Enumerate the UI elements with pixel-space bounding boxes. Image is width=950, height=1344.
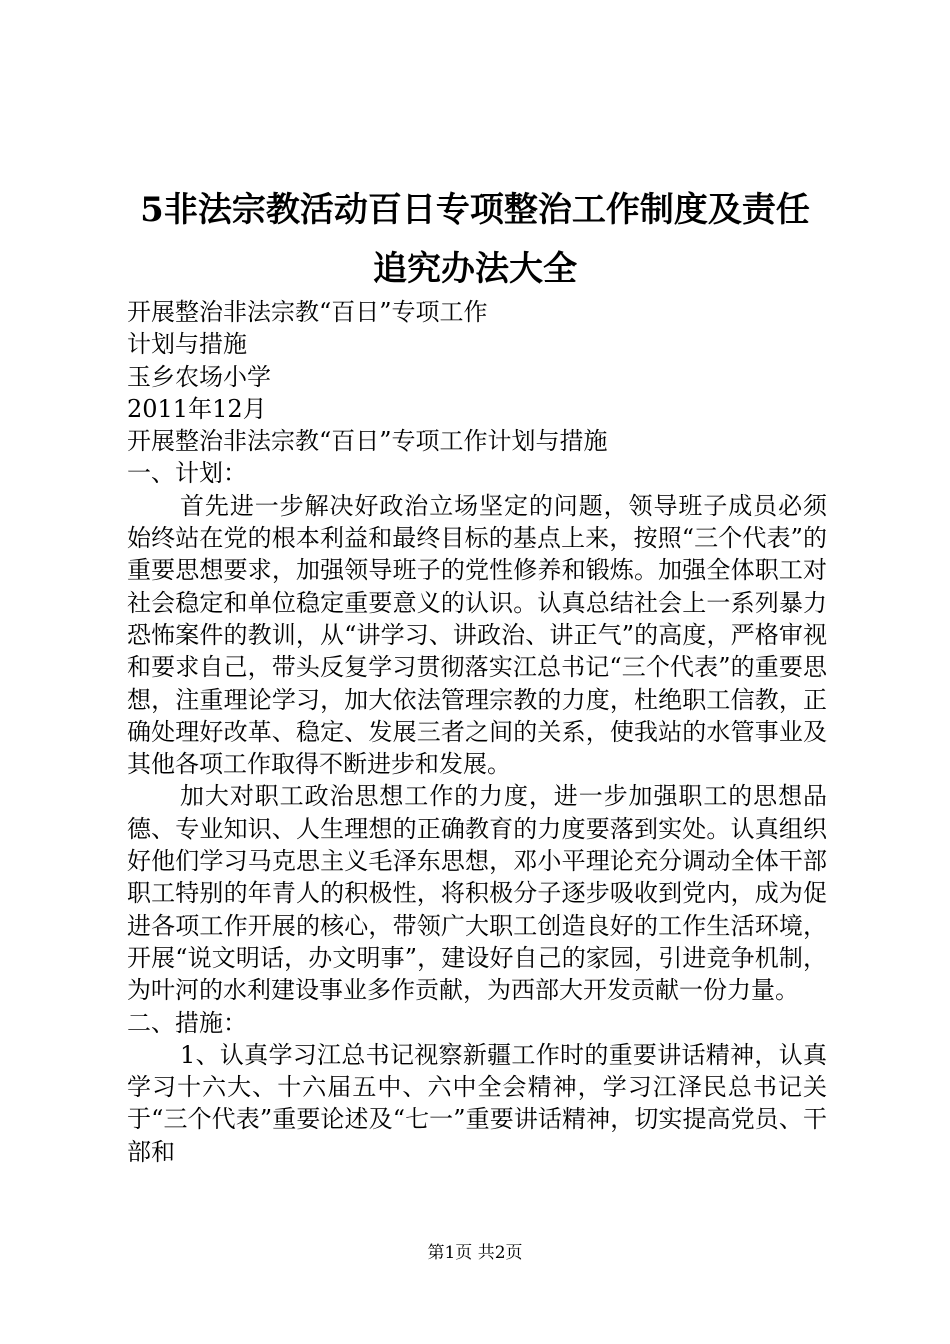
paragraph-plan-1: 首先进一步解决好政治立场坚定的问题，领导班子成员必须始终站在党的根本利益和最终目标的基点上来，按照“三个代表”的重要思想要求，加强领导班子的党性修养和锻炼。加强全体职工对社会稳定和单位稳定重要意义的认识。认真总结社会上一系列暴力恐怖案件的教训，从“讲学习、讲政治、讲正气”的高度，严格审视和要求自己，带头反复学习贯彻落实江总书记“三个代表”的重要思想，注重理论学习，加大依法管理宗教的力度，杜绝职工信教，正确处理好改革、稳定、发展三者之间的关系，使我站的水管事业及其他各项工作取得不断进步和发展。 bbox=[127, 491, 827, 779]
document-body bbox=[127, 296, 827, 1168]
header-line-topic: 开展整治非法宗教“百日”专项工作 bbox=[127, 298, 488, 326]
document-title-line-1: 5非法宗教活动百日专项整治工作制度及责任 bbox=[140, 190, 810, 230]
header-line-full-title: 开展整治非法宗教“百日”专项工作计划与措施 bbox=[127, 427, 608, 456]
document-title-line-2: 追究办法大全 bbox=[373, 249, 577, 289]
paragraph-measures-1: 1、认真学习江总书记视察新疆工作时的重要讲话精神，认真学习十六大、十六届五中、六中全会精神，学习江泽民总书记关于“三个代表”重要论述及“七一”重要讲话精神，切实提高党员、干部和 bbox=[127, 1040, 827, 1166]
header-line-date: 2011年12月 bbox=[127, 394, 267, 423]
header-line-organization: 玉乡农场小学 bbox=[127, 362, 271, 391]
section-heading-plan: 一、计划： bbox=[127, 459, 247, 488]
header-line-subtitle: 计划与措施 bbox=[127, 330, 247, 359]
paragraph-plan-2: 加大对职工政治思想工作的力度，进一步加强职工的思想品德、专业知识、人生理想的正确教育的力度要落到实处。认真组织好他们学习马克思主义毛泽东思想，邓小平理论充分调动全体干部职工特别的年青人的积极性，将积极分子逐步吸收到党内，成为促进各项工作开展的核心，带领广大职工创造良好的工作生活环境，开展“说文明话，办文明事”，建设好自己的家园，引进竞争机制，为叶河的水利建设事业多作贡献，为西部大开发贡献一份力量。 bbox=[127, 782, 827, 1005]
section-heading-measures: 二、措施： bbox=[127, 1008, 247, 1037]
page-number-footer: 第1页 共2页 bbox=[427, 1243, 523, 1263]
